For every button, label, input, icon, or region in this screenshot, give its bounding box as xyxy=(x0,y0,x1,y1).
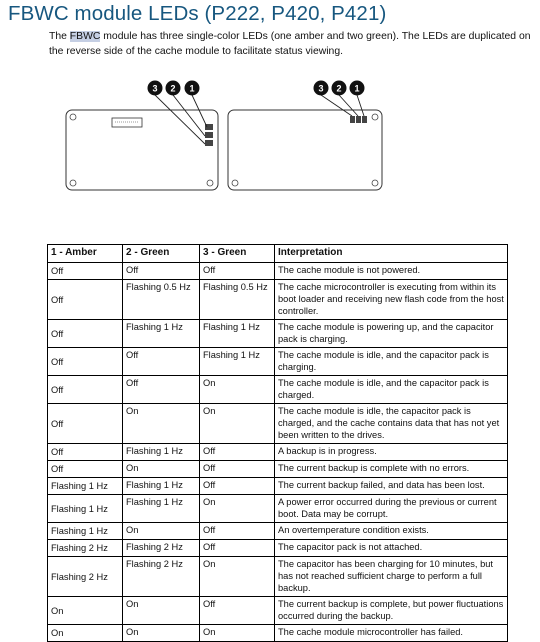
led-cluster xyxy=(205,124,213,146)
table-row xyxy=(48,557,508,597)
table-row xyxy=(48,263,508,280)
intro-text-after: module has three single-color LEDs (one amber and two green). The LEDs are duplicated on the reverse side of the cache module to facilitate status viewing. xyxy=(49,31,531,57)
interpretation-cell: A backup is in progress. xyxy=(275,444,508,461)
svg-text:2: 2 xyxy=(170,83,176,94)
green-led-3-cell: Flashing 1 Hz xyxy=(200,348,275,376)
connector-icon xyxy=(112,118,142,127)
callout-badge-3 xyxy=(148,81,163,96)
amber-led-cell: Off xyxy=(48,376,123,404)
green-led-3-cell: Off xyxy=(200,478,275,495)
interpretation-cell: The cache module is idle, and the capacitor pack is charged. xyxy=(275,376,508,404)
green-led-2-cell: Off xyxy=(123,376,200,404)
table-row xyxy=(48,523,508,540)
green-led-3-cell: Off xyxy=(200,461,275,478)
green-led-3-cell: On xyxy=(200,625,275,642)
green-led-3-cell: Off xyxy=(200,263,275,280)
green-led-3-cell: On xyxy=(200,557,275,597)
amber-led-cell: Off xyxy=(48,263,123,280)
page-title: FBWC module LEDs (P222, P420, P421) xyxy=(8,2,387,25)
interpretation-cell: The cache microcontroller is executing from within its boot loader and receiving new flash code from the host controller. xyxy=(275,280,508,320)
green-led-3-cell: Off xyxy=(200,523,275,540)
intro-text-before: The xyxy=(49,31,70,42)
cache-module-reverse-board xyxy=(228,81,382,191)
svg-text:3: 3 xyxy=(152,83,158,94)
amber-led-cell: Off xyxy=(48,320,123,348)
fbwc-module-illustration xyxy=(0,0,540,240)
amber-led-cell: Flashing 2 Hz xyxy=(48,540,123,557)
green-led-3-cell: Flashing 0.5 Hz xyxy=(200,280,275,320)
header-amber-led: 1 - Amber xyxy=(48,245,123,263)
amber-led-cell: On xyxy=(48,597,123,625)
green-led-2-cell: On xyxy=(123,404,200,444)
callout-badge-3 xyxy=(314,81,329,96)
table-header-row xyxy=(48,245,508,263)
green-led-3-cell: Off xyxy=(200,444,275,461)
interpretation-cell: The capacitor has been charging for 10 minutes, but has not reached sufficient charge to perform a full backup. xyxy=(275,557,508,597)
interpretation-cell: The cache module is idle, and the capacitor pack is charging. xyxy=(275,348,508,376)
table-body xyxy=(48,263,508,642)
green-led-3-cell: Off xyxy=(200,597,275,625)
table-row xyxy=(48,444,508,461)
green-led-3-cell: On xyxy=(200,376,275,404)
amber-led-cell: Flashing 1 Hz xyxy=(48,478,123,495)
amber-led-cell: Off xyxy=(48,461,123,478)
amber-led-cell: On xyxy=(48,625,123,642)
table-row xyxy=(48,320,508,348)
table-row xyxy=(48,597,508,625)
table-row xyxy=(48,625,508,642)
green-led-3-cell: On xyxy=(200,495,275,523)
amber-led-cell: Off xyxy=(48,444,123,461)
green-led-3-cell: On xyxy=(200,404,275,444)
header-green-led-2: 2 - Green xyxy=(123,245,200,263)
svg-text:2: 2 xyxy=(336,83,342,94)
interpretation-cell: The current backup is complete with no errors. xyxy=(275,461,508,478)
amber-led-cell: Flashing 1 Hz xyxy=(48,495,123,523)
green-led-2-cell: Flashing 2 Hz xyxy=(123,540,200,557)
callout-badge-2 xyxy=(166,81,181,96)
led-status-table xyxy=(47,244,508,642)
callout-badge-1 xyxy=(185,81,200,96)
green-led-3-cell: Off xyxy=(200,540,275,557)
interpretation-cell: The current backup is complete, but power fluctuations occurred during the backup. xyxy=(275,597,508,625)
green-led-2-cell: On xyxy=(123,523,200,540)
green-led-2-cell: Flashing 0.5 Hz xyxy=(123,280,200,320)
svg-text:1: 1 xyxy=(354,83,360,94)
svg-text:3: 3 xyxy=(318,83,324,94)
amber-led-cell: Flashing 1 Hz xyxy=(48,523,123,540)
table-row xyxy=(48,404,508,444)
led-cluster xyxy=(350,116,367,123)
interpretation-cell: The current backup failed, and data has been lost. xyxy=(275,478,508,495)
table-row xyxy=(48,280,508,320)
amber-led-cell: Off xyxy=(48,280,123,320)
interpretation-cell: The cache module microcontroller has failed. xyxy=(275,625,508,642)
svg-text:1: 1 xyxy=(189,83,195,94)
amber-led-cell: Off xyxy=(48,404,123,444)
green-led-2-cell: On xyxy=(123,625,200,642)
table-row xyxy=(48,461,508,478)
header-interpretation: Interpretation xyxy=(275,245,508,263)
interpretation-cell: The cache module is powering up, and the capacitor pack is charging. xyxy=(275,320,508,348)
interpretation-cell: A power error occurred during the previous or current boot. Data may be corrupt. xyxy=(275,495,508,523)
interpretation-cell: An overtemperature condition exists. xyxy=(275,523,508,540)
callout-badge-1 xyxy=(350,81,365,96)
table-row xyxy=(48,540,508,557)
green-led-2-cell: Flashing 1 Hz xyxy=(123,495,200,523)
table-row xyxy=(48,495,508,523)
table-row xyxy=(48,348,508,376)
green-led-2-cell: Flashing 1 Hz xyxy=(123,478,200,495)
green-led-2-cell: On xyxy=(123,597,200,625)
green-led-2-cell: Off xyxy=(123,263,200,280)
green-led-2-cell: Flashing 1 Hz xyxy=(123,320,200,348)
intro-highlighted-term: FBWC xyxy=(69,31,101,42)
green-led-2-cell: On xyxy=(123,461,200,478)
green-led-2-cell: Off xyxy=(123,348,200,376)
table-row xyxy=(48,376,508,404)
interpretation-cell: The cache module is not powered. xyxy=(275,263,508,280)
green-led-2-cell: Flashing 2 Hz xyxy=(123,557,200,597)
table-row xyxy=(48,478,508,495)
amber-led-cell: Off xyxy=(48,348,123,376)
interpretation-cell: The cache module is idle, the capacitor pack is charged, and the cache contains data that has not yet been written to the drives. xyxy=(275,404,508,444)
callout-badge-2 xyxy=(332,81,347,96)
header-green-led-3: 3 - Green xyxy=(200,245,275,263)
green-led-2-cell: Flashing 1 Hz xyxy=(123,444,200,461)
cache-module-front-board xyxy=(66,81,218,191)
green-led-3-cell: Flashing 1 Hz xyxy=(200,320,275,348)
interpretation-cell: The capacitor pack is not attached. xyxy=(275,540,508,557)
amber-led-cell: Flashing 2 Hz xyxy=(48,557,123,597)
